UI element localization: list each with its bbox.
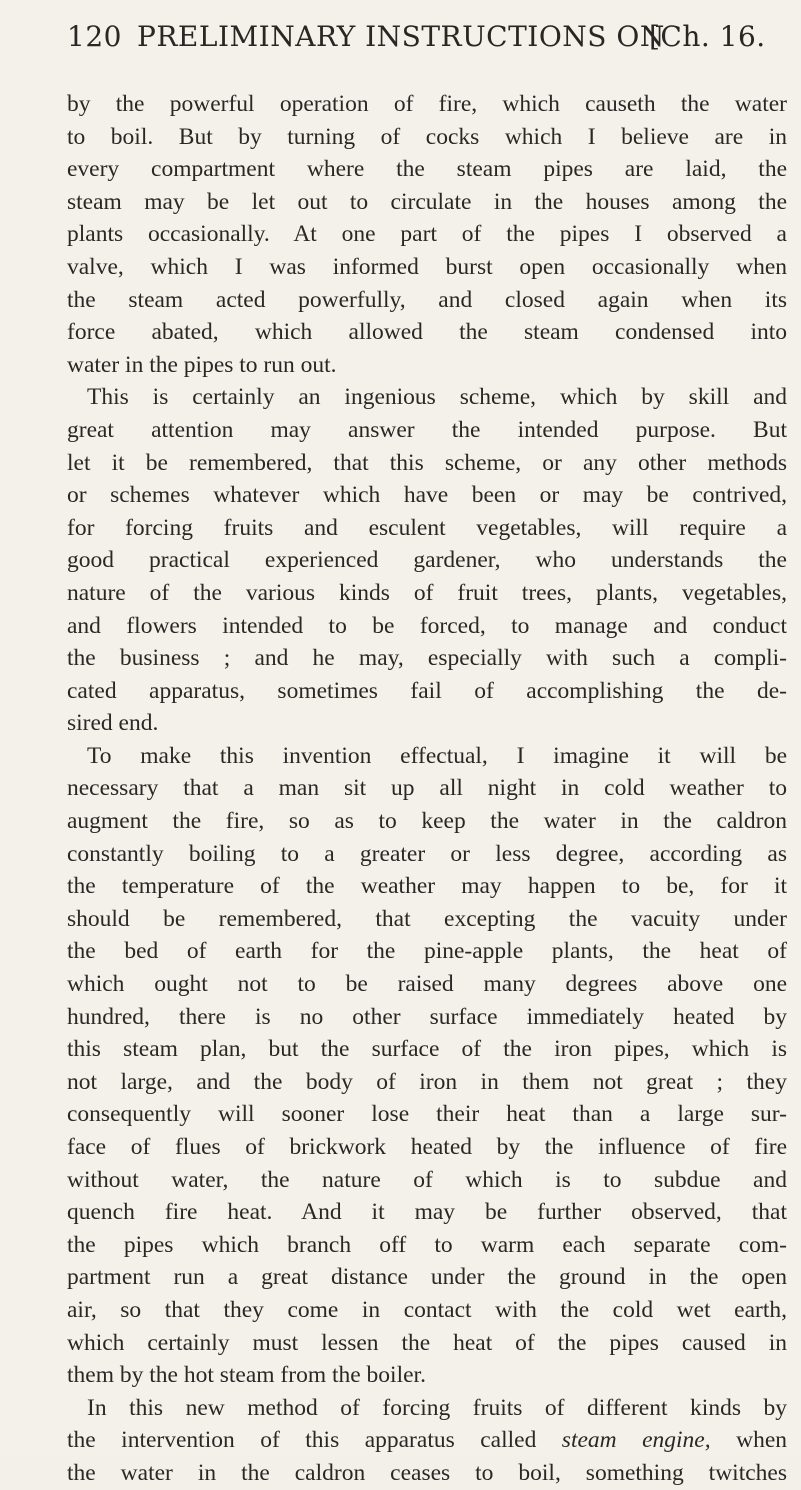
text-line: or schemes whatever which have been or may be contrived,: [67, 482, 787, 509]
text-line: hundred, there is no other surface immediately heated by: [67, 1003, 787, 1030]
page-number: 120: [67, 20, 122, 53]
text-line: plants occasionally. At one part of the pipes I observed a: [67, 221, 787, 248]
text-line: to boil. But by turning of cocks which I believe are in: [67, 123, 787, 150]
text-line: should be remembered, that excepting the vacuity under: [67, 905, 787, 932]
text-line: force abated, which allowed the steam condensed into: [67, 319, 787, 346]
text-line: steam may be let out to circulate in the houses among the: [67, 188, 787, 215]
text-line: the pipes which branch off to warm each separate com-: [67, 1231, 787, 1258]
text-line: not large, and the body of iron in them not great ; they: [67, 1068, 787, 1095]
text-line: this steam plan, but the surface of the iron pipes, which is: [67, 1036, 787, 1063]
text-line: the water in the caldron ceases to boil, something twitches: [67, 1459, 787, 1486]
text-line: by the powerful operation of fire, which causeth the water: [67, 91, 787, 117]
paragraph: [67, 88, 787, 381]
body-text: [67, 88, 787, 1490]
text-line: the steam acted powerfully, and closed again when its: [67, 286, 787, 313]
paragraph: [67, 381, 787, 740]
text-line: good practical experienced gardener, who understands the: [67, 547, 787, 574]
chapter-reference: [Ch. 16.: [649, 20, 766, 53]
text-line: cated apparatus, sometimes fail of accomplishing the de-: [67, 677, 787, 704]
text-line: augment the fire, so as to keep the water in the caldron: [67, 808, 787, 835]
text-line: constantly boiling to a greater or less degree, according as: [67, 840, 787, 867]
text-line: partment run a great distance under the ground in the open: [67, 1264, 787, 1291]
text-line: the intervention of this apparatus called steam engine, when: [67, 1427, 788, 1454]
text-line: In this new method of forcing fruits of different kinds by: [87, 1394, 787, 1421]
text-line: air, so that they come in contact with the cold wet earth,: [67, 1296, 787, 1323]
text-line: great attention may answer the intended purpose. But: [67, 416, 787, 443]
text-line: for forcing fruits and esculent vegetables, will require a: [67, 514, 787, 541]
text-line: without water, the nature of which is to subdue and: [67, 1166, 787, 1193]
text-line: This is certainly an ingenious scheme, which by skill and: [87, 384, 787, 411]
text-line: every compartment where the steam pipes are laid, the: [67, 156, 787, 183]
text-line: To make this invention effectual, I imagine it will be: [87, 742, 787, 769]
text-line: sired end.: [67, 710, 159, 737]
text-line: the temperature of the weather may happen to be, for it: [67, 873, 787, 900]
text-line: the bed of earth for the pine-apple plants, the heat of: [67, 938, 787, 965]
text-line: which ought not to be raised many degrees above one: [67, 971, 787, 998]
text-line: necessary that a man sit up all night in cold weather to: [67, 775, 787, 802]
running-title: PRELIMINARY INSTRUCTIONS ON: [137, 20, 665, 53]
text-line: the business ; and he may, especially with such a compli-: [67, 645, 787, 672]
text-line: and flowers intended to be forced, to manage and conduct: [67, 612, 787, 639]
text-line: them by the hot steam from the boiler.: [67, 1362, 426, 1389]
paragraph: [67, 1392, 787, 1490]
text-line: consequently will sooner lose their heat than a large sur-: [67, 1101, 787, 1128]
text-line: which certainly must lessen the heat of the pipes caused in: [67, 1329, 787, 1356]
text-line: valve, which I was informed burst open occasionally when: [67, 253, 787, 280]
text-line: quench fire heat. And it may be further observed, that: [67, 1199, 787, 1226]
paragraph: [67, 740, 787, 1392]
text-line: face of flues of brickwork heated by the influence of fire: [67, 1134, 787, 1160]
italic-term: steam engine,: [561, 1427, 711, 1454]
text-line: water in the pipes to run out.: [67, 351, 337, 378]
text-line: let it be remembered, that this scheme, or any other methods: [67, 449, 787, 476]
running-head: [67, 18, 787, 58]
text-line: nature of the various kinds of fruit trees, plants, vegetables,: [67, 579, 787, 606]
